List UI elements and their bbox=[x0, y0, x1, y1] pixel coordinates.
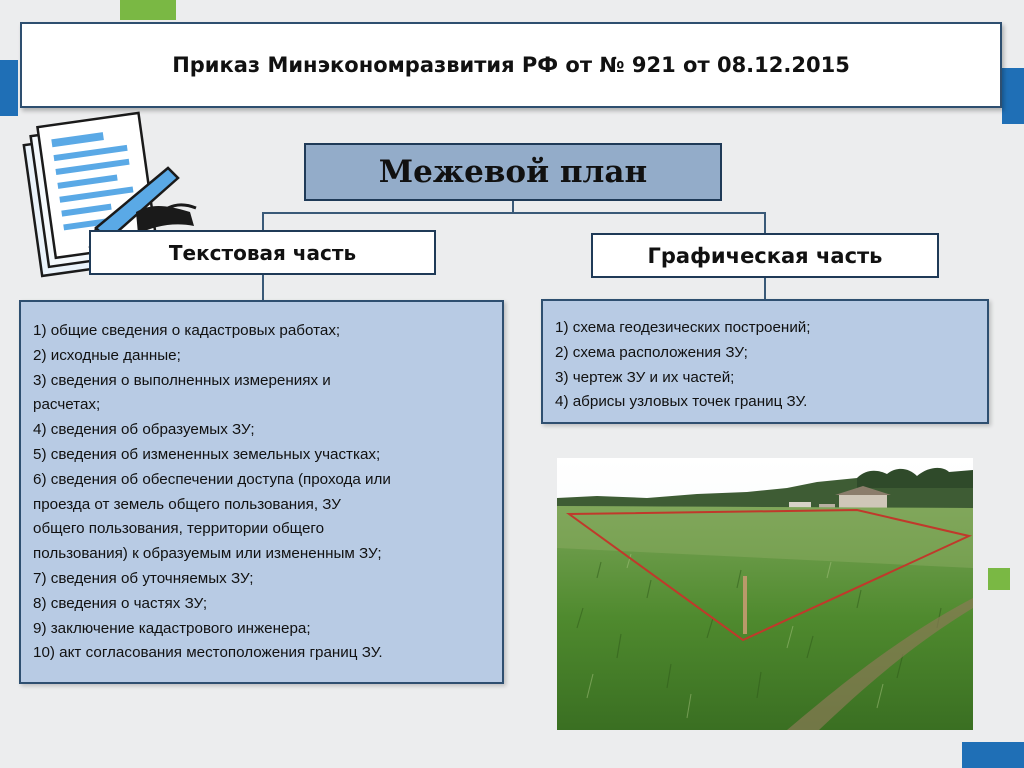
text-part-list-item: пользования) к образуемым или измененным ЗУ; bbox=[33, 545, 382, 563]
text-part-list-item: 2) исходные данные; bbox=[33, 346, 181, 364]
text-part-list-item: 7) сведения об уточняемых ЗУ; bbox=[33, 569, 254, 587]
text-part-list-item: проезда от земель общего пользования, ЗУ bbox=[33, 495, 341, 513]
decor-blue-square-left bbox=[0, 60, 18, 116]
connector-left-down bbox=[262, 212, 264, 230]
decor-green-square-right bbox=[988, 568, 1010, 590]
decor-blue-square-right bbox=[1002, 68, 1024, 124]
text-part-list bbox=[19, 300, 504, 684]
connector-text-to-list bbox=[262, 274, 264, 301]
text-part-list-item: 9) заключение кадастрового инженера; bbox=[33, 619, 311, 637]
text-part-list-item: 3) сведения о выполненных измерениях и bbox=[33, 371, 331, 389]
land-plot-photo bbox=[557, 458, 973, 730]
text-part-list-item: расчетах; bbox=[33, 396, 101, 414]
decor-blue-square-bottom bbox=[962, 742, 1024, 768]
connector-graphic-to-list bbox=[764, 276, 766, 300]
graphic-part-list bbox=[541, 299, 989, 424]
text-part-heading: Текстовая часть bbox=[89, 230, 436, 275]
graphic-part-heading: Графическая часть bbox=[591, 233, 939, 278]
text-part-list-item: 8) сведения о частях ЗУ; bbox=[33, 594, 208, 612]
graphic-part-list-item: 4) абрисы узловых точек границ ЗУ. bbox=[555, 393, 808, 411]
connector-horizontal bbox=[262, 212, 764, 214]
graphic-part-list-item: 3) чертеж ЗУ и их частей; bbox=[555, 368, 735, 386]
graphic-part-list-item: 2) схема расположения ЗУ; bbox=[555, 343, 748, 361]
text-part-list-item: общего пользования, территории общего bbox=[33, 520, 325, 538]
text-part-list-item: 5) сведения об измененных земельных участках; bbox=[33, 445, 381, 463]
page-title: Приказ Минэкономразвития РФ от № 921 от 08.12.2015 bbox=[20, 22, 1002, 108]
text-part-list-item: 1) общие сведения о кадастровых работах; bbox=[33, 322, 341, 339]
decor-green-square-top bbox=[120, 0, 176, 20]
text-part-list-item: 10) акт согласования местоположения границ ЗУ. bbox=[33, 644, 383, 662]
connector-right-down bbox=[764, 212, 766, 234]
text-part-list-item: 4) сведения об образуемых ЗУ; bbox=[33, 421, 255, 439]
graphic-part-list-item: 1) схема геодезических построений; bbox=[555, 319, 811, 336]
text-part-list-item: 6) сведения об обеспечении доступа (прохода или bbox=[33, 470, 391, 488]
plan-heading: Межевой план bbox=[304, 143, 722, 201]
